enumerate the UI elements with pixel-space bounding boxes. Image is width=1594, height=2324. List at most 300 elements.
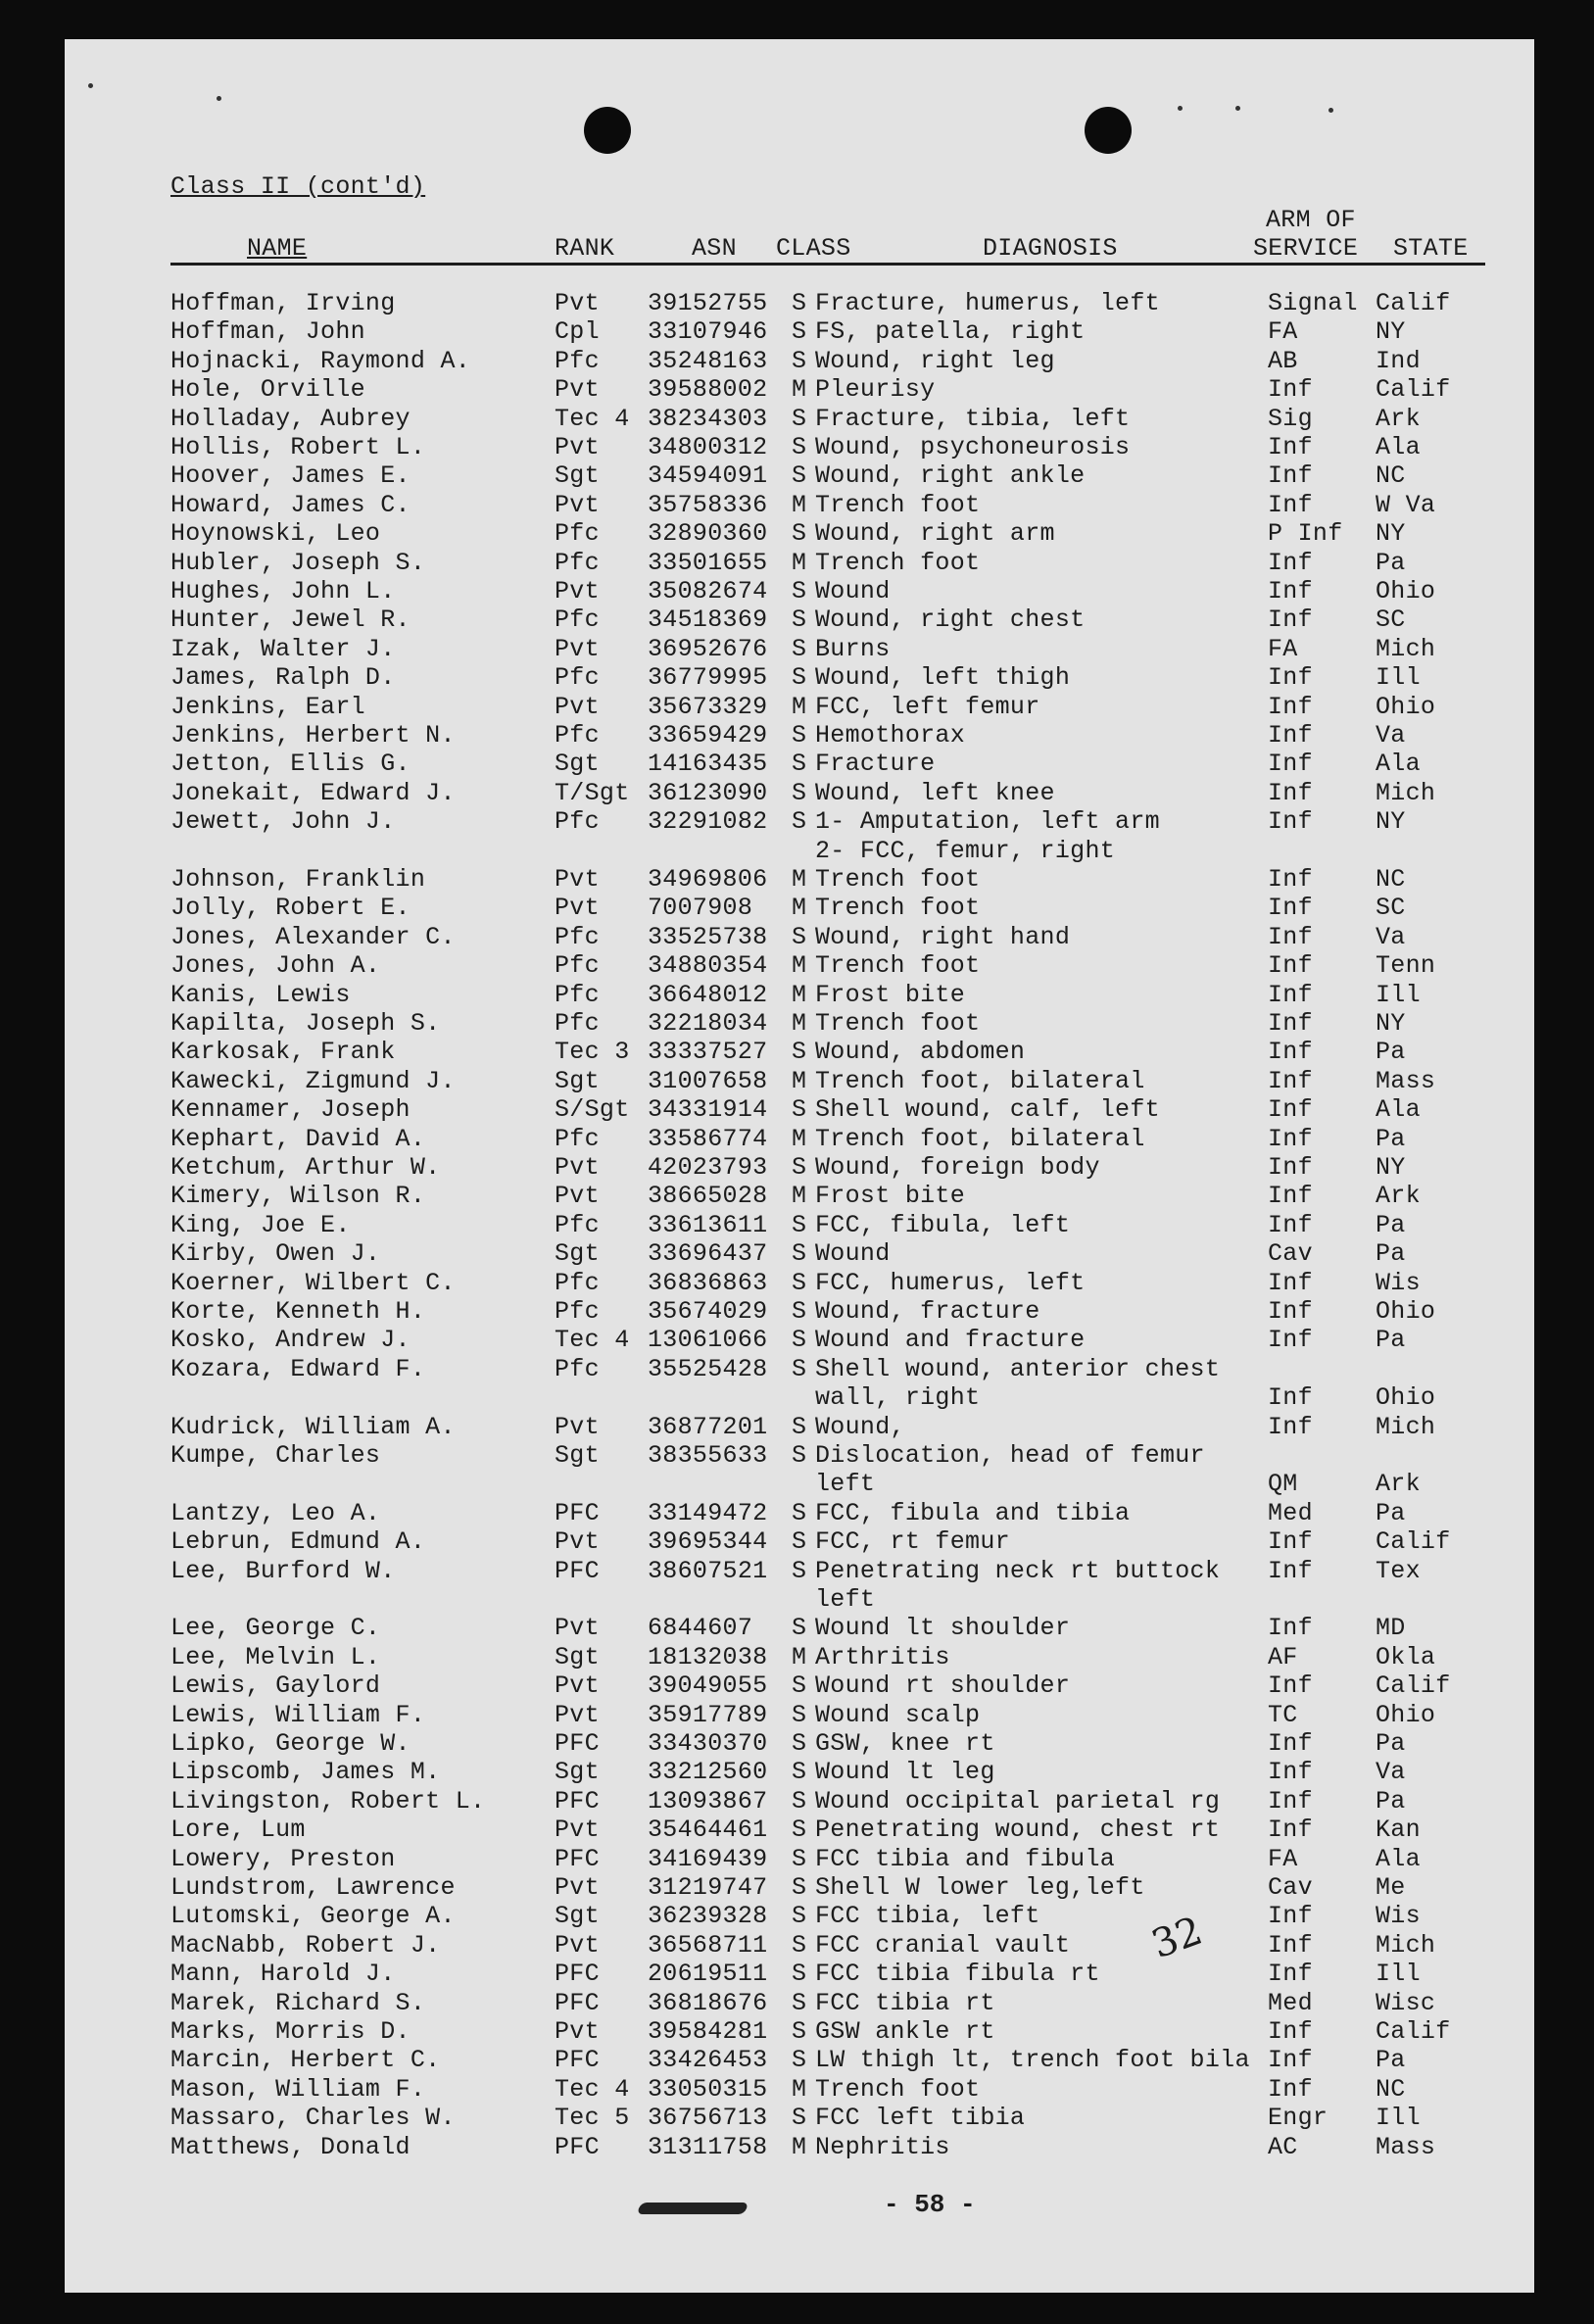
asn: 36877201 [648, 1412, 768, 1441]
diagnosis: Wound lt shoulder [815, 1614, 1071, 1643]
arm-of-service: Inf [1268, 2074, 1313, 2104]
state: Pa [1376, 1038, 1406, 1067]
rank: Pfc [555, 721, 600, 750]
table-row [65, 1873, 1534, 1902]
arm-of-service: FA [1268, 1844, 1298, 1873]
diagnosis: Trench foot [815, 490, 981, 519]
asn: 36648012 [648, 980, 768, 1009]
asn: 32291082 [648, 807, 768, 837]
table-row [65, 1758, 1534, 1786]
class: S [792, 519, 807, 549]
state: Va [1376, 922, 1406, 951]
rank: Pvt [555, 1816, 600, 1845]
rank: Cpl [555, 317, 600, 347]
arm-of-service: AF [1268, 1642, 1298, 1671]
asn: 33426453 [648, 2046, 768, 2075]
class: S [792, 433, 807, 461]
rank: Pvt [555, 375, 600, 405]
diagnosis: FCC tibia rt [815, 1988, 995, 2017]
state: Calif [1376, 2017, 1451, 2046]
arm-of-service: Inf [1268, 894, 1313, 923]
state: MD [1376, 1614, 1406, 1643]
class: M [792, 1066, 807, 1095]
state: Ala [1376, 1844, 1421, 1873]
diagnosis: Frost bite [815, 980, 966, 1009]
arm-of-service: Inf [1268, 2017, 1313, 2046]
class: S [792, 634, 807, 663]
table-row [65, 1787, 1534, 1816]
table-row [65, 923, 1534, 951]
person-name: Kennamer, Joseph [170, 1095, 411, 1125]
state: NY [1376, 1009, 1406, 1038]
state: Pa [1376, 1326, 1406, 1355]
rank: PFC [555, 2132, 600, 2161]
arm-of-service: Inf [1268, 1182, 1313, 1211]
table-row [65, 1297, 1534, 1326]
state: Calif [1376, 1671, 1451, 1701]
diagnosis: FCC, left femur [815, 692, 1040, 721]
asn: 33107946 [648, 317, 768, 347]
diagnosis: Wound [815, 1239, 891, 1269]
arm-of-service: Inf [1268, 1153, 1313, 1182]
person-name: Lee, Burford W. [170, 1556, 396, 1585]
rank: PFC [555, 1729, 600, 1758]
diagnosis: Nephritis [815, 2132, 950, 2161]
class: S [792, 1354, 807, 1383]
speck [217, 96, 221, 101]
class: M [792, 548, 807, 577]
table-row [65, 2046, 1534, 2074]
col-arm-line2: SERVICE [1253, 234, 1359, 263]
table-row [65, 433, 1534, 461]
table-row [65, 1355, 1534, 1383]
diagnosis: Shell wound, calf, left [815, 1095, 1160, 1125]
person-name: Kirby, Owen J. [170, 1239, 381, 1269]
asn: 6844607 [648, 1614, 753, 1643]
asn: 13061066 [648, 1326, 768, 1355]
class: S [792, 750, 807, 779]
person-name: Lee, George C. [170, 1614, 381, 1643]
rank: Pfc [555, 1124, 600, 1153]
person-name: Jones, Alexander C. [170, 922, 456, 951]
arm-of-service: Inf [1268, 1786, 1313, 1816]
state: Pa [1376, 1729, 1406, 1758]
header-rule [170, 263, 1485, 266]
asn: 13093867 [648, 1786, 768, 1816]
state: Pa [1376, 1210, 1406, 1239]
state: Va [1376, 721, 1406, 750]
diagnosis: Burns [815, 634, 891, 663]
asn: 35674029 [648, 1297, 768, 1326]
table-row [65, 1153, 1534, 1182]
table-row [65, 1182, 1534, 1210]
asn: 35917789 [648, 1700, 768, 1729]
class: S [792, 577, 807, 605]
person-name: Ketchum, Arthur W. [170, 1153, 441, 1182]
class: M [792, 894, 807, 923]
arm-of-service: Sig [1268, 404, 1313, 433]
class: S [792, 1873, 807, 1902]
arm-of-service: Inf [1268, 980, 1313, 1009]
class: M [792, 980, 807, 1009]
class: M [792, 2132, 807, 2161]
person-name: Livingston, Robert L. [170, 1786, 486, 1816]
asn: 20619511 [648, 1960, 768, 1989]
table-row [65, 1671, 1534, 1700]
rank: Tec 4 [555, 1326, 630, 1355]
punch-hole-left [584, 107, 631, 154]
state: Pa [1376, 1239, 1406, 1269]
arm-of-service: FA [1268, 317, 1298, 347]
arm-of-service: Med [1268, 1498, 1313, 1527]
state: W Va [1376, 490, 1436, 519]
arm-of-service: Inf [1268, 1412, 1313, 1441]
person-name: Hoffman, Irving [170, 289, 396, 317]
table-row [65, 693, 1534, 721]
diagnosis: Fracture, humerus, left [815, 289, 1160, 317]
asn: 33050315 [648, 2074, 768, 2104]
class: S [792, 721, 807, 750]
arm-of-service: Inf [1268, 922, 1313, 951]
state: Wisc [1376, 1988, 1436, 2017]
table-row [65, 1729, 1534, 1758]
arm-of-service: Inf [1268, 1556, 1313, 1585]
diagnosis: Shell wound, anterior chest [815, 1354, 1221, 1383]
class: S [792, 1960, 807, 1989]
table-row [65, 1239, 1534, 1268]
arm-of-service: Inf [1268, 1066, 1313, 1095]
arm-of-service: Inf [1268, 1009, 1313, 1038]
asn: 31311758 [648, 2132, 768, 2161]
class: S [792, 1412, 807, 1441]
asn: 34331914 [648, 1095, 768, 1125]
person-name: Lutomski, George A. [170, 1902, 456, 1931]
col-diagnosis: DIAGNOSIS [983, 234, 1118, 263]
class: S [792, 1816, 807, 1845]
diagnosis: Wound, right ankle [815, 461, 1086, 491]
table-row [65, 1614, 1534, 1642]
rank: Pfc [555, 519, 600, 549]
person-name: Jones, John A. [170, 951, 381, 981]
class: S [792, 404, 807, 433]
state: Ohio [1376, 1383, 1436, 1413]
arm-of-service: Inf [1268, 1671, 1313, 1701]
table-row [65, 405, 1534, 433]
arm-of-service: Cav [1268, 1239, 1313, 1269]
state: Wis [1376, 1902, 1421, 1931]
table-row [65, 1269, 1534, 1297]
arm-of-service: Inf [1268, 1816, 1313, 1845]
diagnosis: Trench foot, bilateral [815, 1124, 1145, 1153]
arm-of-service: Inf [1268, 548, 1313, 577]
arm-of-service: TC [1268, 1700, 1298, 1729]
table-row [65, 1557, 1534, 1585]
rank: Pfc [555, 663, 600, 693]
state: Okla [1376, 1642, 1436, 1671]
diagnosis: FCC, fibula and tibia [815, 1498, 1131, 1527]
table-row [65, 1470, 1534, 1498]
asn: 34969806 [648, 865, 768, 894]
diagnosis: GSW, knee rt [815, 1729, 995, 1758]
diagnosis: FCC left tibia [815, 2104, 1026, 2133]
rank: Pfc [555, 605, 600, 635]
speck [1235, 106, 1240, 111]
diagnosis: Wound, right hand [815, 922, 1071, 951]
table-row [65, 1211, 1534, 1239]
state: Pa [1376, 1124, 1406, 1153]
asn: 34169439 [648, 1844, 768, 1873]
diagnosis: FCC tibia fibula rt [815, 1960, 1100, 1989]
state: Tex [1376, 1556, 1421, 1585]
person-name: Lundstrom, Lawrence [170, 1873, 456, 1902]
diagnosis: FCC cranial vault [815, 1930, 1071, 1960]
table-row [65, 347, 1534, 375]
state: Mich [1376, 1930, 1436, 1960]
person-name: Lore, Lum [170, 1816, 306, 1845]
rank: Pvt [555, 1873, 600, 1902]
state: Va [1376, 1758, 1406, 1787]
state: SC [1376, 605, 1406, 635]
state: NC [1376, 461, 1406, 491]
diagnosis: Arthritis [815, 1642, 950, 1671]
rank: Pfc [555, 548, 600, 577]
diagnosis: Trench foot, bilateral [815, 1066, 1145, 1095]
asn: 7007908 [648, 894, 753, 923]
state: Ill [1376, 980, 1421, 1009]
state: Ill [1376, 1960, 1421, 1989]
class: S [792, 289, 807, 317]
rank: Pfc [555, 1009, 600, 1038]
person-name: Jewett, John J. [170, 807, 396, 837]
diagnosis: Wound, left thigh [815, 663, 1071, 693]
col-arm-line1: ARM OF [1266, 206, 1356, 234]
arm-of-service: QM [1268, 1470, 1298, 1499]
person-name: Koerner, Wilbert C. [170, 1268, 456, 1297]
person-name: Jenkins, Herbert N. [170, 721, 456, 750]
rank: Pvt [555, 1412, 600, 1441]
document-page [65, 39, 1534, 2293]
rank: Pvt [555, 692, 600, 721]
asn: 33149472 [648, 1498, 768, 1527]
person-name: Kimery, Wilson R. [170, 1182, 426, 1211]
state: Kan [1376, 1816, 1421, 1845]
table-row [65, 1499, 1534, 1527]
state: Calif [1376, 289, 1451, 317]
rank: Pfc [555, 1297, 600, 1326]
table-row [65, 1095, 1534, 1124]
diagnosis: Wound, fracture [815, 1297, 1040, 1326]
person-name: Lowery, Preston [170, 1844, 396, 1873]
diagnosis: Wound, left knee [815, 778, 1055, 807]
asn: 34800312 [648, 433, 768, 461]
class: S [792, 1441, 807, 1470]
arm-of-service: Inf [1268, 1729, 1313, 1758]
state: Ill [1376, 2104, 1421, 2133]
diagnosis: Dislocation, head of femur [815, 1441, 1205, 1470]
arm-of-service: AC [1268, 2132, 1298, 2161]
asn: 36818676 [648, 1988, 768, 2017]
rank: PFC [555, 1960, 600, 1989]
class: S [792, 1614, 807, 1643]
diagnosis: GSW ankle rt [815, 2017, 995, 2046]
arm-of-service: Inf [1268, 663, 1313, 693]
table-row [65, 1326, 1534, 1354]
rank: Sgt [555, 461, 600, 491]
asn: 34594091 [648, 461, 768, 491]
arm-of-service: Inf [1268, 1527, 1313, 1557]
rank: Sgt [555, 1758, 600, 1787]
rank: Pfc [555, 346, 600, 375]
asn: 33696437 [648, 1239, 768, 1269]
class: S [792, 1527, 807, 1557]
arm-of-service: Inf [1268, 375, 1313, 405]
col-class: CLASS [776, 234, 851, 263]
arm-of-service: Signal [1268, 289, 1358, 317]
person-name: Jolly, Robert E. [170, 894, 411, 923]
person-name: Kanis, Lewis [170, 980, 351, 1009]
person-name: Johnson, Franklin [170, 865, 426, 894]
asn: 36756713 [648, 2104, 768, 2133]
table-row [65, 1585, 1534, 1614]
person-name: Hubler, Joseph S. [170, 548, 426, 577]
class: S [792, 1844, 807, 1873]
diagnosis: Wound, abdomen [815, 1038, 1026, 1067]
arm-of-service: Inf [1268, 1038, 1313, 1067]
table-row [65, 1845, 1534, 1873]
state: SC [1376, 894, 1406, 923]
person-name: Kumpe, Charles [170, 1441, 381, 1470]
state: Calif [1376, 375, 1451, 405]
margin-mark: 32 [1145, 1908, 1209, 1968]
asn: 32218034 [648, 1009, 768, 1038]
diagnosis: Hemothorax [815, 721, 966, 750]
class: S [792, 1671, 807, 1701]
diagnosis: Pleurisy [815, 375, 936, 405]
person-name: Massaro, Charles W. [170, 2104, 456, 2133]
arm-of-service: Inf [1268, 461, 1313, 491]
table-row [65, 375, 1534, 404]
person-name: Hoover, James E. [170, 461, 411, 491]
arm-of-service: Inf [1268, 1268, 1313, 1297]
person-name: Lebrun, Edmund A. [170, 1527, 426, 1557]
rank: Sgt [555, 1642, 600, 1671]
asn: 38234303 [648, 404, 768, 433]
asn: 36123090 [648, 778, 768, 807]
rank: PFC [555, 2046, 600, 2075]
rank: Sgt [555, 1239, 600, 1269]
table-row [65, 2075, 1534, 2104]
rank: Pvt [555, 1527, 600, 1557]
state: Ohio [1376, 1297, 1436, 1326]
class: S [792, 1268, 807, 1297]
table-row [65, 2017, 1534, 2046]
table-row [65, 519, 1534, 548]
diagnosis: Wound lt leg [815, 1758, 995, 1787]
table-row [65, 635, 1534, 663]
asn: 36836863 [648, 1268, 768, 1297]
person-name: Hoffman, John [170, 317, 365, 347]
diagnosis: Wound, right arm [815, 519, 1055, 549]
person-name: Kawecki, Zigmund J. [170, 1066, 456, 1095]
person-name: Izak, Walter J. [170, 634, 396, 663]
arm-of-service: Inf [1268, 1930, 1313, 1960]
asn: 42023793 [648, 1153, 768, 1182]
diagnosis: 2- FCC, femur, right [815, 836, 1116, 865]
rank: Pvt [555, 1930, 600, 1960]
person-name: Kosko, Andrew J. [170, 1326, 411, 1355]
rank: Pfc [555, 1268, 600, 1297]
class: S [792, 1556, 807, 1585]
asn: 39695344 [648, 1527, 768, 1557]
diagnosis: Shell W lower leg,left [815, 1873, 1145, 1902]
state: Mass [1376, 2132, 1436, 2161]
rank: Pfc [555, 951, 600, 981]
rank: Tec 3 [555, 1038, 630, 1067]
rank: PFC [555, 1844, 600, 1873]
rank: Sgt [555, 750, 600, 779]
rank: Tec 5 [555, 2104, 630, 2133]
rank: Tec 4 [555, 404, 630, 433]
section-title: Class II (cont'd) [170, 172, 426, 201]
diagnosis: Wound, psychoneurosis [815, 433, 1131, 461]
state: Ala [1376, 1095, 1421, 1125]
person-name: Lantzy, Leo A. [170, 1498, 381, 1527]
table-row [65, 1931, 1534, 1960]
class: S [792, 1786, 807, 1816]
arm-of-service: Inf [1268, 721, 1313, 750]
class: S [792, 807, 807, 837]
state: Ark [1376, 404, 1421, 433]
table-row [65, 1643, 1534, 1671]
state: NY [1376, 317, 1406, 347]
arm-of-service: Inf [1268, 1210, 1313, 1239]
class: M [792, 865, 807, 894]
table-row [65, 865, 1534, 894]
table-row [65, 2104, 1534, 2132]
table-row [65, 1701, 1534, 1729]
rank: Pvt [555, 1153, 600, 1182]
state: Calif [1376, 1527, 1451, 1557]
rank: Pfc [555, 1210, 600, 1239]
table-row [65, 577, 1534, 605]
person-name: Matthews, Donald [170, 2132, 411, 2161]
class: S [792, 1902, 807, 1931]
diagnosis: Wound and fracture [815, 1326, 1086, 1355]
diagnosis: Fracture [815, 750, 936, 779]
asn: 14163435 [648, 750, 768, 779]
ink-smudge [637, 2203, 749, 2214]
rank: Pvt [555, 2017, 600, 2046]
asn: 39152755 [648, 289, 768, 317]
col-name: NAME [247, 234, 308, 263]
asn: 34518369 [648, 605, 768, 635]
asn: 38665028 [648, 1182, 768, 1211]
state: NY [1376, 519, 1406, 549]
state: Ark [1376, 1182, 1421, 1211]
class: S [792, 346, 807, 375]
table-row [65, 1038, 1534, 1066]
asn: 36568711 [648, 1930, 768, 1960]
diagnosis: Trench foot [815, 548, 981, 577]
asn: 35673329 [648, 692, 768, 721]
arm-of-service: Inf [1268, 1326, 1313, 1355]
rank: S/Sgt [555, 1095, 630, 1125]
arm-of-service: Inf [1268, 1614, 1313, 1643]
class: S [792, 1210, 807, 1239]
rank: Pfc [555, 922, 600, 951]
diagnosis: Trench foot [815, 865, 981, 894]
person-name: Howard, James C. [170, 490, 411, 519]
